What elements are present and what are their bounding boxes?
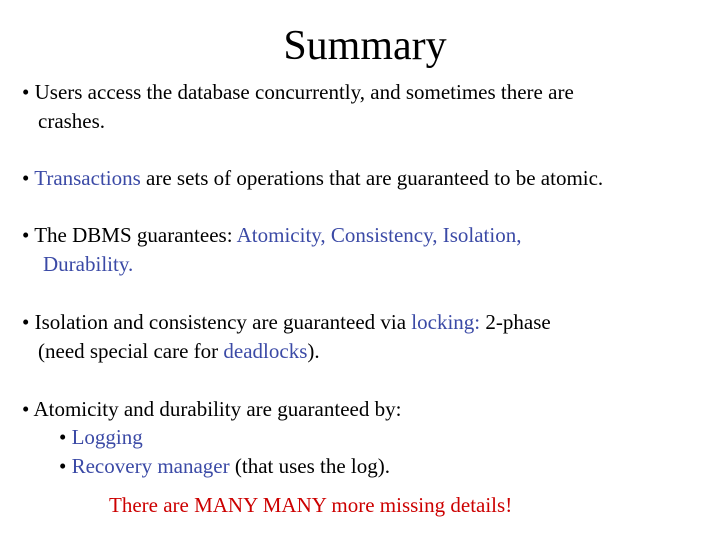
term-transactions: Transactions <box>34 166 141 190</box>
bullet-glyph: • <box>22 166 30 190</box>
bullet-atomicity-line1 <box>22 395 401 424</box>
sub-bullet-recovery-line <box>59 452 390 481</box>
bullet-concurrency-text: Users access the database concurrently, and sometimes there are <box>34 80 574 104</box>
term-recovery-manager: Recovery manager <box>71 454 230 478</box>
bullet-transactions <box>22 164 603 193</box>
bullet-isolation-text: Isolation and consistency are guaranteed via <box>34 310 412 334</box>
term-acid-list: Atomicity, Consistency, Isolation, <box>236 223 522 247</box>
bullet-dbms-text: The DBMS guarantees: <box>34 223 237 247</box>
bullet-isolation-line1 <box>22 308 551 337</box>
sub-bullet-recovery-rest: (that uses the log). <box>229 454 391 478</box>
bullet-isolation-line2-post: ). <box>307 339 320 363</box>
bullet-concurrency <box>22 78 574 136</box>
bullet-glyph: • <box>22 310 30 334</box>
bullet-atomicity <box>22 395 401 424</box>
bullet-concurrency-line1 <box>22 78 574 107</box>
bullet-glyph: • <box>59 454 67 478</box>
bullet-isolation-line2 <box>22 337 551 366</box>
term-durability: Durability. <box>43 252 134 276</box>
term-locking: locking: <box>411 310 481 334</box>
bullet-dbms-guarantees <box>22 221 521 279</box>
sub-bullet-logging <box>59 423 143 452</box>
bullet-atomicity-text: Atomicity and durability are guaranteed by: <box>33 397 402 421</box>
bullet-isolation <box>22 308 551 366</box>
term-deadlocks: deadlocks <box>223 339 308 363</box>
bullet-glyph: • <box>59 425 67 449</box>
slide-title: Summary <box>283 23 447 69</box>
bullet-glyph: • <box>22 397 30 421</box>
sub-bullet-logging-line <box>59 423 143 452</box>
bullet-dbms-line1 <box>22 221 521 250</box>
bullet-concurrency-line2: crashes. <box>38 109 106 133</box>
bullet-glyph: • <box>22 80 30 104</box>
missing-details-note: There are MANY MANY more missing details! <box>109 493 513 517</box>
bullet-transactions-text: are sets of operations that are guaranteed to be atomic. <box>140 166 604 190</box>
bullet-isolation-post: 2-phase <box>480 310 551 334</box>
bullet-transactions-line1 <box>22 164 603 193</box>
term-logging: Logging <box>71 425 143 449</box>
bullet-glyph: • <box>22 223 30 247</box>
sub-bullet-recovery-manager <box>59 452 390 481</box>
bullet-isolation-line2-pre: (need special care for <box>38 339 224 363</box>
